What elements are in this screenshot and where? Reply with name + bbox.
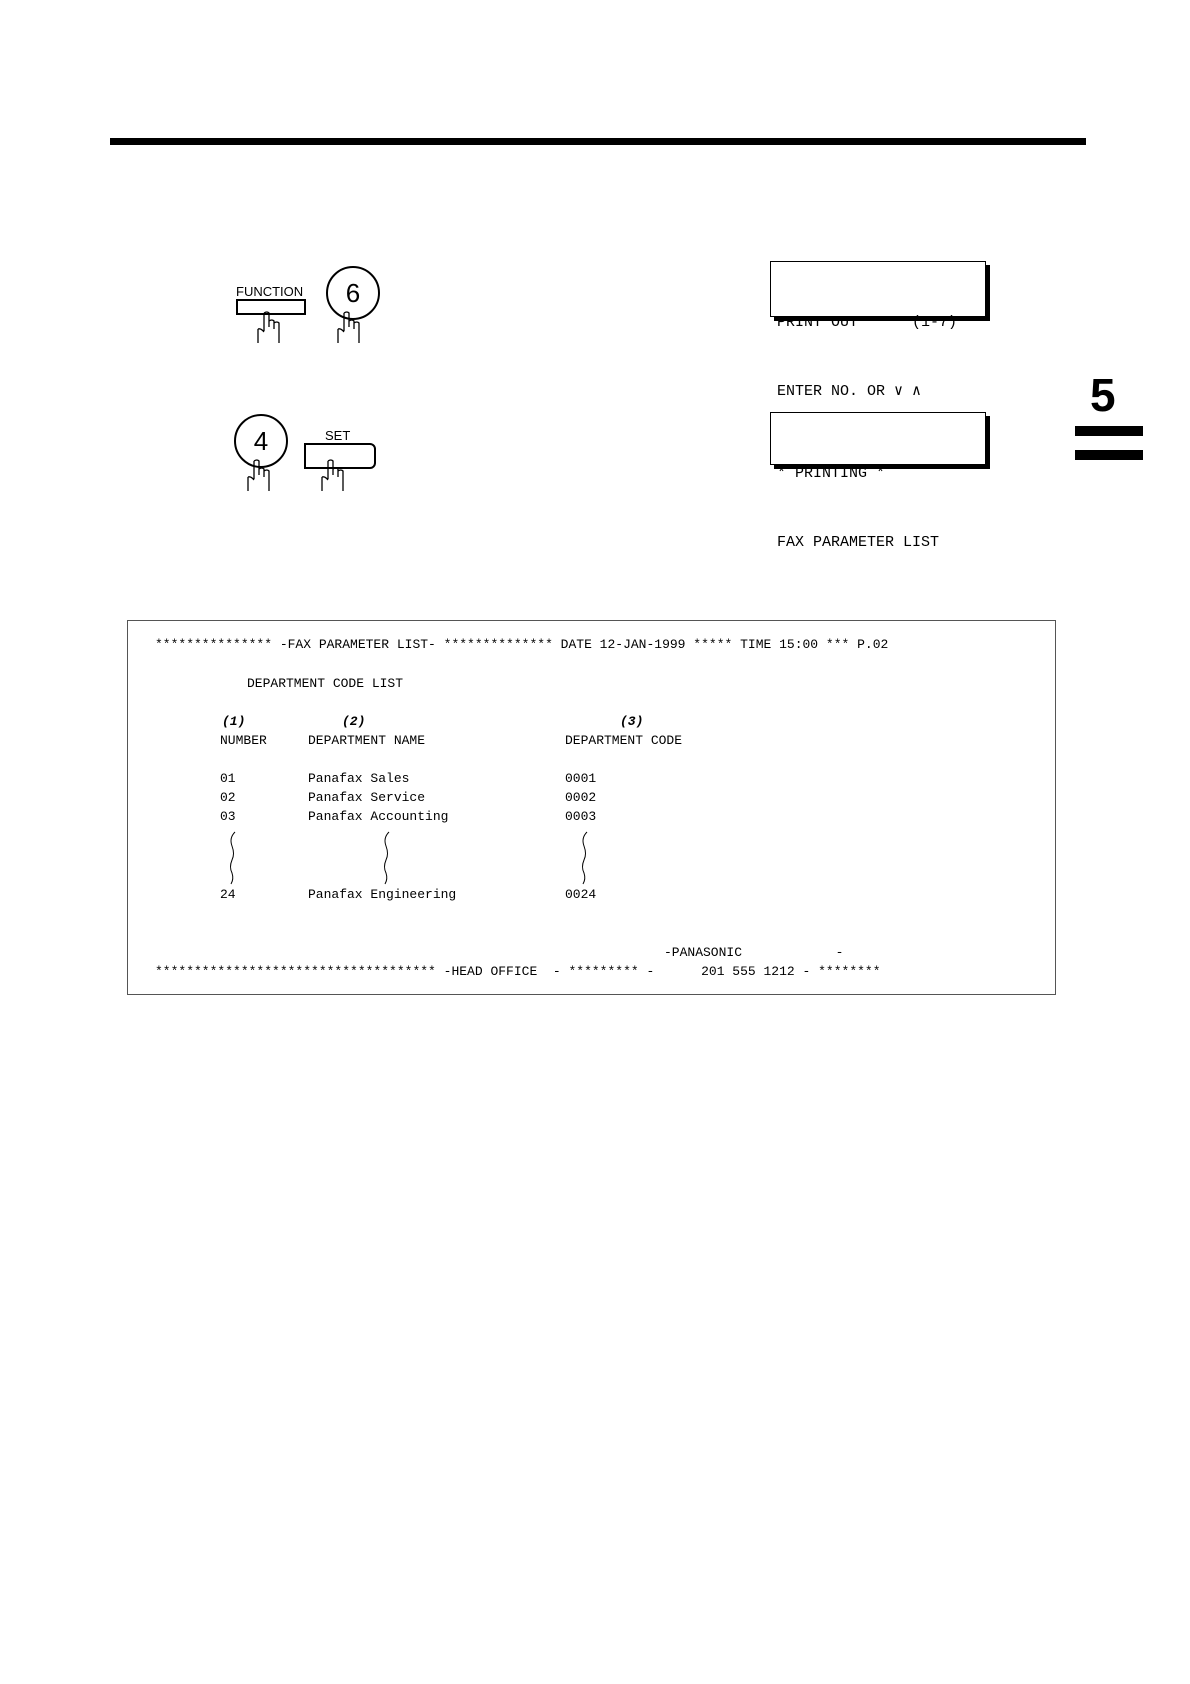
- key-4[interactable]: 4: [234, 414, 288, 468]
- continuation-brace-icon: [380, 831, 394, 885]
- lcd-line-1: * PRINTING *: [777, 465, 886, 482]
- chapter-tab-number: 5: [1090, 369, 1116, 421]
- function-key-label: FUNCTION: [236, 284, 304, 299]
- column-marker-3: (3): [620, 714, 644, 729]
- lcd-line-1: PRINT OUT (1-7): [777, 314, 958, 331]
- row-name: Panafax Sales: [308, 771, 410, 786]
- column-header-code: DEPARTMENT CODE: [565, 733, 683, 748]
- column-header-name: DEPARTMENT NAME: [308, 733, 426, 748]
- continuation-brace-icon: [578, 831, 592, 885]
- finger-press-icon: [244, 459, 280, 493]
- row-name: Panafax Service: [308, 790, 426, 805]
- chapter-tab-bar: [1075, 450, 1143, 460]
- set-key-label: SET: [325, 428, 351, 443]
- row-name: Panafax Accounting: [308, 809, 449, 824]
- chapter-tab-bar: [1075, 426, 1143, 436]
- lcd-line-2: ENTER NO. OR ∨ ∧: [777, 383, 922, 400]
- row-number: 24: [220, 887, 236, 902]
- report-footer-sender: -PANASONIC -: [664, 945, 844, 960]
- report-title: DEPARTMENT CODE LIST: [247, 676, 404, 691]
- finger-press-icon: [318, 459, 354, 493]
- finger-press-icon: [334, 311, 370, 345]
- lcd-line-2: FAX PARAMETER LIST: [777, 534, 940, 551]
- key-6[interactable]: 6: [326, 266, 380, 320]
- top-rule: [110, 138, 1086, 145]
- lcd-display-print-out: [770, 261, 986, 400]
- column-marker-2: (2): [342, 714, 366, 729]
- report-footer-line: ************************************ -HEAD OFFICE - ********* - 201 555 1212 - ********: [155, 964, 881, 979]
- row-code: 0024: [565, 887, 597, 902]
- row-number: 03: [220, 809, 236, 824]
- column-header-number: NUMBER: [220, 733, 267, 748]
- finger-press-icon: [254, 311, 290, 345]
- report-header: *************** -FAX PARAMETER LIST- ************** DATE 12-JAN-1999 ***** TIME 15:00 *** P.02: [155, 637, 889, 652]
- row-name: Panafax Engineering: [308, 887, 457, 902]
- row-code: 0001: [565, 771, 597, 786]
- lcd-display-printing: [770, 412, 986, 551]
- column-marker-1: (1): [222, 714, 246, 729]
- row-number: 01: [220, 771, 236, 786]
- row-code: 0003: [565, 809, 597, 824]
- continuation-brace-icon: [226, 831, 240, 885]
- row-number: 02: [220, 790, 236, 805]
- row-code: 0002: [565, 790, 597, 805]
- fax-parameter-list-report: [127, 620, 1056, 995]
